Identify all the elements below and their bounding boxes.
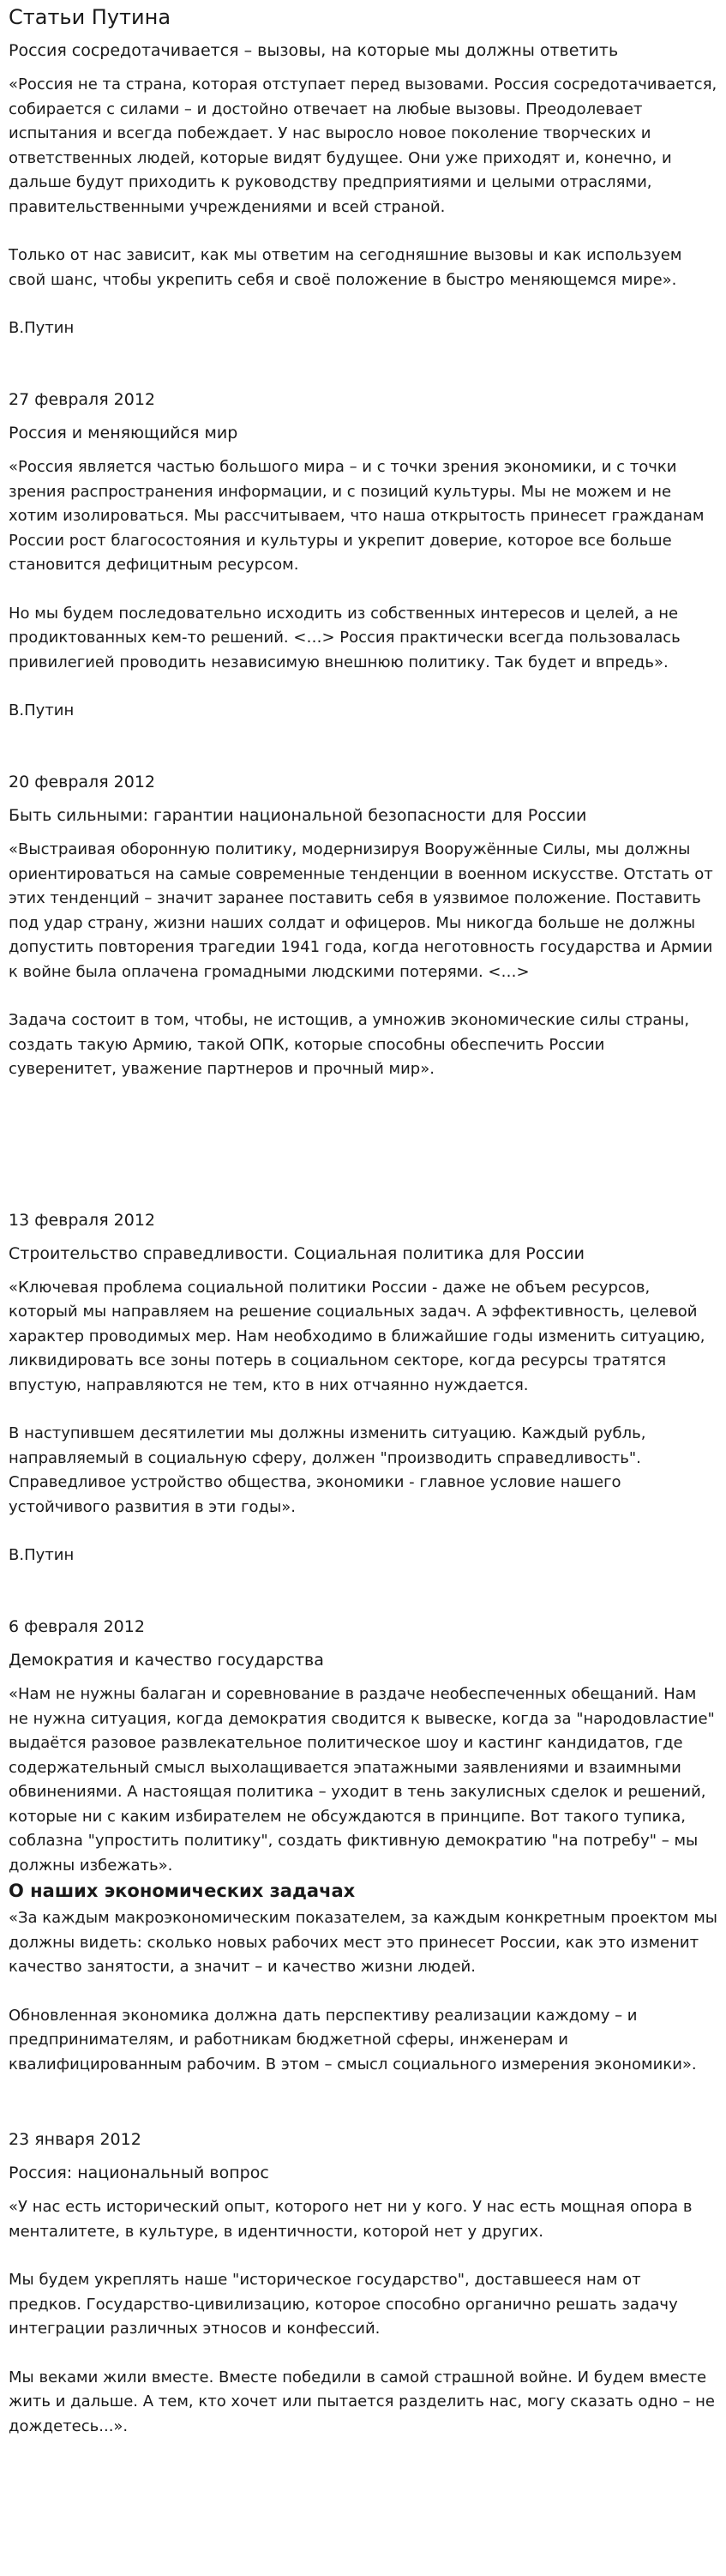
article-national-question — [9, 2128, 717, 2439]
article-title: Демократия и качество государства — [9, 1651, 324, 1670]
article-paragraph: Обновленная экономика должна дать перспективу реализации каждому – и предпринимателям, и работникам бюджетной сферы, инженерам и квалифицированным рабочим. В этом – смысл социального измерения экономики». — [9, 2006, 697, 2073]
article-date: 6 февраля 2012 — [9, 1617, 145, 1636]
article-economic-tasks — [9, 1880, 717, 2077]
article-signature: В.Путин — [9, 1546, 75, 1564]
article-paragraph: «Россия не та страна, которая отступает перед вызовами. Россия сосредотачивается, собирается с силами – и достойно отвечает на любые вызовы. Преодолевает испытания и всегда побеждает. У нас выросло новое поколение творческих и ответственных людей, которые видят будущее. Они уже приходят и, конечно, и дальше будут приходить к руководству предприятиями и целыми отраслями, правительственными учреждениями и всей страной. — [9, 75, 717, 216]
article-title: Строительство справедливости. Социальная политика для России — [9, 1243, 585, 1263]
article-signature: В.Путин — [9, 701, 75, 719]
article-russia-concentrates — [9, 39, 717, 340]
article-paragraph: Но мы будем последовательно исходить из собственных интересов и целей, а не продиктованных кем-то решений. <…> Россия практически всегда пользовалась привилегией проводить независимую внешнюю политику. Так будет и впредь». — [9, 604, 681, 671]
article-title: Россия: национальный вопрос — [9, 2164, 269, 2182]
article-be-strong — [9, 771, 717, 1082]
article-paragraph: Мы будем укреплять наше "историческое государство", доставшееся нам от предков. Государство-цивилизацию, которое способно органично решать задачу интеграции различных этносов и конфессий. — [9, 2271, 678, 2338]
article-russia-changing-world — [9, 388, 717, 723]
article-date: 20 февраля 2012 — [9, 773, 156, 791]
article-title: О наших экономических задачах — [9, 1881, 356, 1901]
article-paragraph: Задача состоит в том, чтобы, не истощив, а умножив экономические силы страны, создать такую Армию, такой ОПК, которые способны обеспечить России суверенитет, уважение партнеров и прочный мир». — [9, 1011, 690, 1078]
article-paragraph: «Выстраивая оборонную политику, модернизируя Вооружённые Силы, мы должны ориентироваться на самые современные тенденции в военном искусстве. Отстать от этих тенденций – значит заранее поставить себя в уязвимое положение. Поставить под удар страну, жизни наших солдат и офицеров. Мы никогда больше не должны допустить повторения трагедии 1941 года, когда неготовность государства и Армии к войне была оплачена громадными людскими потерями. <…> — [9, 840, 713, 981]
article-building-justice — [9, 1209, 717, 1568]
article-title: Быть сильными: гарантии национальной безопасности для России — [9, 806, 587, 825]
article-date: 27 февраля 2012 — [9, 390, 156, 409]
article-paragraph: «Россия является частью большого мира – и с точки зрения экономики, и с точки зрения распространения информации, и с позиций культуры. Мы не можем и не хотим изолироваться. Мы рассчитываем, что наша открытость принесет гражданам России рост благосостояния и культуры и укрепит доверие, которое все больше становится дефицитным ресурсом. — [9, 458, 705, 574]
article-paragraph: В наступившем десятилетии мы должны изменить ситуацию. Каждый рубль, направляемый в социальную сферу, должен "производить справедливость". Справедливое устройство общества, экономики - главное условие нашего устойчивого развития в эти годы». — [9, 1424, 646, 1516]
article-signature: В.Путин — [9, 319, 75, 337]
article-paragraph: «Ключевая проблема социальной политики России - даже не объем ресурсов, который мы направляем на решение социальных задач. А эффективность, целевой характер проводимых мер. Нам необходимо в ближайшие годы изменить ситуацию, ликвидировать все зоны потерь в социальном секторе, когда ресурсы тратятся впустую, направляются не тем, кто в них отчаянно нуждается. — [9, 1278, 705, 1394]
article-democracy — [9, 1616, 717, 1878]
article-title: Россия сосредотачивается – вызовы, на которые мы должны ответить — [9, 41, 619, 60]
page-title: Статьи Путина — [9, 5, 171, 29]
article-paragraph: Мы веками жили вместе. Вместе победили в самой страшной войне. И будем вместе жить и дальше. А тем, кто хочет или пытается разделить нас, могу сказать одно – не дождетесь...». — [9, 2368, 716, 2435]
article-paragraph: Только от нас зависит, как мы ответим на сегодняшние вызовы и как используем свой шанс, чтобы укрепить себя и своё положение в быстро меняющемся мире». — [9, 246, 682, 289]
article-date: 23 января 2012 — [9, 2130, 141, 2149]
article-paragraph: «За каждым макроэкономическим показателем, за каждым конкретным проектом мы должны видеть: сколько новых рабочих мест это принесет России, как это изменит качество занятости, а значит – и качество жизни людей. — [9, 1909, 717, 1976]
article-paragraph: «У нас есть исторический опыт, которого нет ни у кого. У нас есть мощная опора в менталитете, в культуре, в идентичности, которой нет у других. — [9, 2198, 693, 2241]
article-title: Россия и меняющийся мир — [9, 424, 238, 442]
article-paragraph: «Нам не нужны балаган и соревнование в раздаче необеспеченных обещаний. Нам не нужна ситуация, когда демократия сводится к вывеске, когда за "народовластие" выдаётся разовое развлекательное политическое шоу и кастинг кандидатов, где содержательный смысл выхолащивается эпатажными заявлениями и взаимными обвинениями. А настоящая политика – уходит в тень закулисных сделок и решений, которые ни с каким избирателем не обсуждаются в принципе. Вот такого тупика, соблазна "упростить политику", создать фиктивную демократию "на потребу" – мы должны избежать». — [9, 1685, 715, 1875]
article-date: 13 февраля 2012 — [9, 1210, 156, 1230]
